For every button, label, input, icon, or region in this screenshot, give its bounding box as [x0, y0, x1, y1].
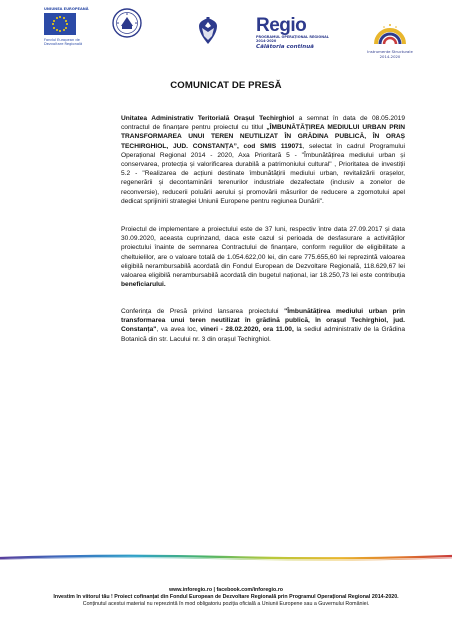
eu-fund-line2: Dezvoltare Regională [44, 42, 83, 47]
structural-instruments-logo [366, 18, 414, 59]
p2-bold-beneficiary: beneficiarului. [121, 281, 166, 289]
structural-instruments-icon [366, 18, 414, 46]
eu-fund-line1: Fondul European de [44, 38, 80, 42]
eu-flag-icon [44, 13, 76, 35]
structural-instruments-line1: Instrumente Structurale [367, 49, 413, 54]
eu-star-icon [52, 23, 54, 25]
p1-text-2: , selectat în cadrul Programului Operațional Regional 2014 - 2020, Axa Prioritară 5 - "Îmbunătățirea mediului urban și conservarea, protecția și valorificarea durabilă a patrimoniului cultural" , Prioritatea de investiții 5.2 - "Realizarea de acțiuni destinate îmbunătățirii mediului urban, revitalizării orașelor, regenerării și decontaminării terenurilor industriale dezafectate (inclusiv a zonelor de reconversie), reducerii poluării aerului și promovării măsurilor de reducere a zgomotului apel dedicat sprijinirii strategiei Uniunii Europene pentru regiunea Dunării". [121, 142, 405, 205]
eu-star-icon [59, 16, 61, 18]
p1-bold-project-title: „ÎMBUNĂTĂȚIREA MEDIULUI URBAN PRIN TRANSFORMAREA UNUI TEREN NEUTILIZAT ÎN GRĂDINA PUBLICĂ, ÎN ORAȘ TECHIRGHIOL, JUD. CONSTANȚA”, cod SMIS 119071 [121, 124, 406, 150]
romania-coat-of-arms-icon [196, 16, 220, 46]
p3-text-1: Conferința de Presă privind lansarea proiectului [121, 308, 285, 315]
paragraph-contract [121, 114, 405, 206]
eu-top-label: UNIUNEA EUROPEANĂ [44, 7, 89, 11]
university-crest-icon [112, 8, 142, 38]
eu-star-icon [65, 20, 67, 22]
eu-star-icon [53, 27, 55, 29]
eu-fund-label [44, 38, 104, 47]
footer-disclaimer: Conținutul acestui material nu reprezintă în mod obligatoriu poziția oficială a Uniunii Europene sau a Guvernului României. [82, 601, 370, 607]
footer [0, 587, 452, 608]
eu-star-icon [65, 27, 67, 29]
header [0, 0, 452, 70]
regio-word: Regio [256, 15, 307, 36]
eu-star-icon [53, 20, 55, 22]
eu-star-icon [56, 17, 58, 19]
paragraph-implementation [121, 225, 405, 289]
structural-instruments-line2: 2014-2020 [379, 53, 401, 59]
p3-bold-project: "Îmbunătățirea mediului urban prin transformarea unui teren neutilizat în grădină publică, în orașul Techirghiol, jud. Constanța" [121, 308, 405, 334]
footer-funding-note: Investim în viitorul tău ! Proiect cofinanțat din Fondul European de Dezvoltare Regională prin Programul Operațional Regional 2014-2020. [53, 594, 399, 600]
regio-tagline: Călătoria continuă [256, 44, 314, 50]
regio-program-line2: 2014-2020 [256, 39, 277, 43]
page-title: COMUNICAT DE PRESĂ [170, 80, 282, 91]
eu-star-icon [63, 29, 65, 31]
paragraph-conference [121, 307, 405, 344]
p2-text-1: Proiectul de implementare a proiectului este de 37 luni, respectiv între data 27.09.2017 și data 30.09.2020, aceasta cuprinzand, daca este cazul si perioada de desfasurare a activităților proiectului înainte de semnarea Contractului de finanțare, conform regulilor de eligibilitate a cheltuielilor, are o valoare totală de 1.054.622,00 lei, din care 775.655,60 lei reprezintă valoarea eligibilă nerambursabilă acordată din Fondul European de Dezvoltare Regională, 118.629,67 lei valoarea eligibilă nerambursabilă acordată din bugetul național, iar 18.250,73 lei este contribuția [121, 226, 405, 280]
p3-bold-date: vineri - 28.02.2020, ora 11.00, [200, 326, 294, 334]
eu-star-icon [59, 30, 61, 32]
eu-star-icon [56, 29, 58, 31]
p3-text-3: la sediul administrativ de la Grădina Botanică din str. Lacului nr. 3 din orașul Techirghiol. [121, 326, 405, 343]
regio-logo-icon [256, 15, 329, 50]
p3-text-2: , va avea loc, [156, 326, 201, 334]
regio-program-line1: PROGRAMUL OPERAȚIONAL REGIONAL [256, 35, 329, 39]
footer-links: www.inforegio.ro | facebook.com/inforegio.ro [169, 587, 283, 593]
footer-gradient-line [0, 553, 452, 561]
eu-star-icon [63, 17, 65, 19]
p1-bold-beneficiary: Unitatea Administrativ Teritorială Orașul Techirghiol [121, 115, 295, 122]
eu-star-icon [66, 23, 68, 25]
eu-logo [44, 7, 104, 47]
p1-text-1: a semnat în data de 08.05.2019 contractul de finanțare pentru proiectul cu titlul [121, 115, 405, 132]
